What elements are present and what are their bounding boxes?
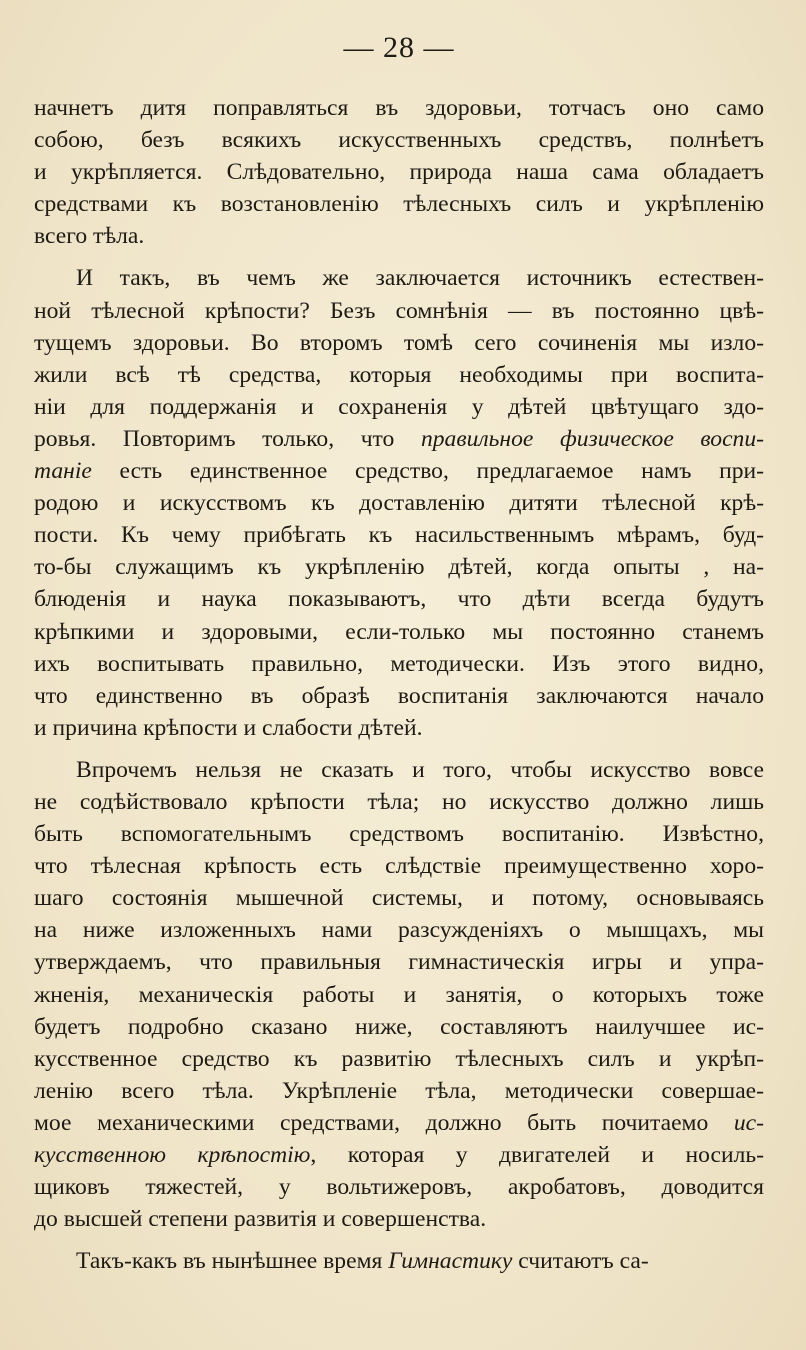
text-line: жненія, механическія работы и занятія, о которыхъ тоже (34, 981, 764, 1008)
body-text (34, 92, 764, 1277)
text-line: тущемъ здоровьи. Во второмъ томѣ сего сочиненія мы изло- (34, 329, 764, 356)
paragraph (34, 754, 764, 1235)
text-line: будетъ подробно сказано ниже, составляютъ наилучшее ис- (34, 1013, 764, 1040)
text-line: ихъ воспитывать правильно, методически. Изъ этого видно, (34, 650, 764, 677)
italic-emphasis: Гимнастику (388, 1248, 513, 1275)
text-line: щиковъ тяжестей, у вольтижеровъ, акробатовъ, доводится (34, 1174, 764, 1201)
text-line: шаго состоянія мышечной системы, и потому, основываясь (34, 885, 764, 912)
text-line: ровья. Повторимъ только, что правильное физическое воспи- (34, 425, 765, 452)
text-line: И такъ, въ чемъ же заключается источникъ естествен- (76, 265, 764, 292)
page-number: — 28 — (343, 31, 455, 64)
text-line: средствами къ возстановленію тѣлесныхъ силъ и укрѣпленію (34, 191, 764, 218)
text-line: блюденія и наука показываютъ, что дѣти всегда будутъ (34, 586, 764, 613)
text-line: что тѣлесная крѣпость есть слѣдствіе преимущественно хоро- (34, 853, 764, 880)
text-line: Такъ-какъ въ нынѣшнее время Гимнастику считаютъ са- (76, 1248, 649, 1275)
paragraph (34, 262, 764, 743)
text-line: и причина крѣпости и слабости дѣтей. (34, 714, 423, 741)
paragraph (34, 92, 764, 252)
text-line: что единственно въ образѣ воспитанія заключаются начало (34, 682, 764, 709)
text-line: до высшей степени развитія и совершенства. (34, 1206, 487, 1233)
text-line: родою и искусствомъ къ доставленію дитяти тѣлесной крѣ- (34, 490, 764, 517)
italic-emphasis: кусственною крѣпостію (34, 1142, 311, 1168)
italic-emphasis: ис- (733, 1109, 764, 1136)
italic-emphasis: таніе (34, 458, 92, 485)
text-line: всего тѣла. (34, 223, 145, 250)
text-line: начнетъ дитя поправляться въ здоровьи, тотчасъ оно само (34, 95, 764, 121)
text-line: утверждаемъ, что правильныя гимнастическія игры и упра- (34, 949, 764, 976)
text-line: ленію всего тѣла. Укрѣпленіе тѣла, методически совершае- (34, 1077, 764, 1104)
text-line: кусственное средство къ развитію тѣлесныхъ силъ и укрѣп- (34, 1045, 764, 1072)
text-line: жили всѣ тѣ средства, которыя необходимы при воспита- (34, 361, 764, 388)
text-line: ной тѣлесной крѣпости? Безъ сомнѣнія — въ постоянно цвѣ- (34, 297, 764, 324)
paragraph (34, 1245, 764, 1277)
text-line: не содѣйствовало крѣпости тѣла; но искусство должно лишь (34, 788, 764, 815)
text-line: пости. Къ чему прибѣгать къ насильственнымъ мѣрамъ, буд- (34, 522, 764, 549)
text-line: крѣпкими и здоровыми, если-только мы постоянно станемъ (34, 618, 764, 645)
text-line: быть вспомогательнымъ средствомъ воспитанію. Извѣстно, (34, 821, 764, 848)
text-line: кусственною крѣпостію, которая у двигателей и носиль- (34, 1142, 765, 1168)
text-line: Впрочемъ нельзя не сказать и того, чтобы искусство вовсе (76, 756, 764, 783)
text-line: то-бы служащимъ къ укрѣпленію дѣтей, когда опыты , на- (34, 554, 764, 581)
text-line: ніи для поддержанія и сохраненія у дѣтей цвѣтущаго здо- (34, 393, 764, 420)
text-line: мое механическими средствами, должно быть почитаемо ис- (34, 1109, 764, 1136)
text-line: таніе есть единственное средство, предлагаемое намъ при- (34, 458, 764, 485)
text-line: на ниже изложенныхъ нами разсужденіяхъ о мышцахъ, мы (34, 917, 764, 944)
text-line: и укрѣпляется. Слѣдовательно, природа наша сама обладаетъ (34, 159, 764, 186)
italic-emphasis: правильное физическое воспи- (420, 425, 765, 452)
text-line: собою, безъ всякихъ искусственныхъ средствъ, полнѣетъ (34, 127, 764, 154)
